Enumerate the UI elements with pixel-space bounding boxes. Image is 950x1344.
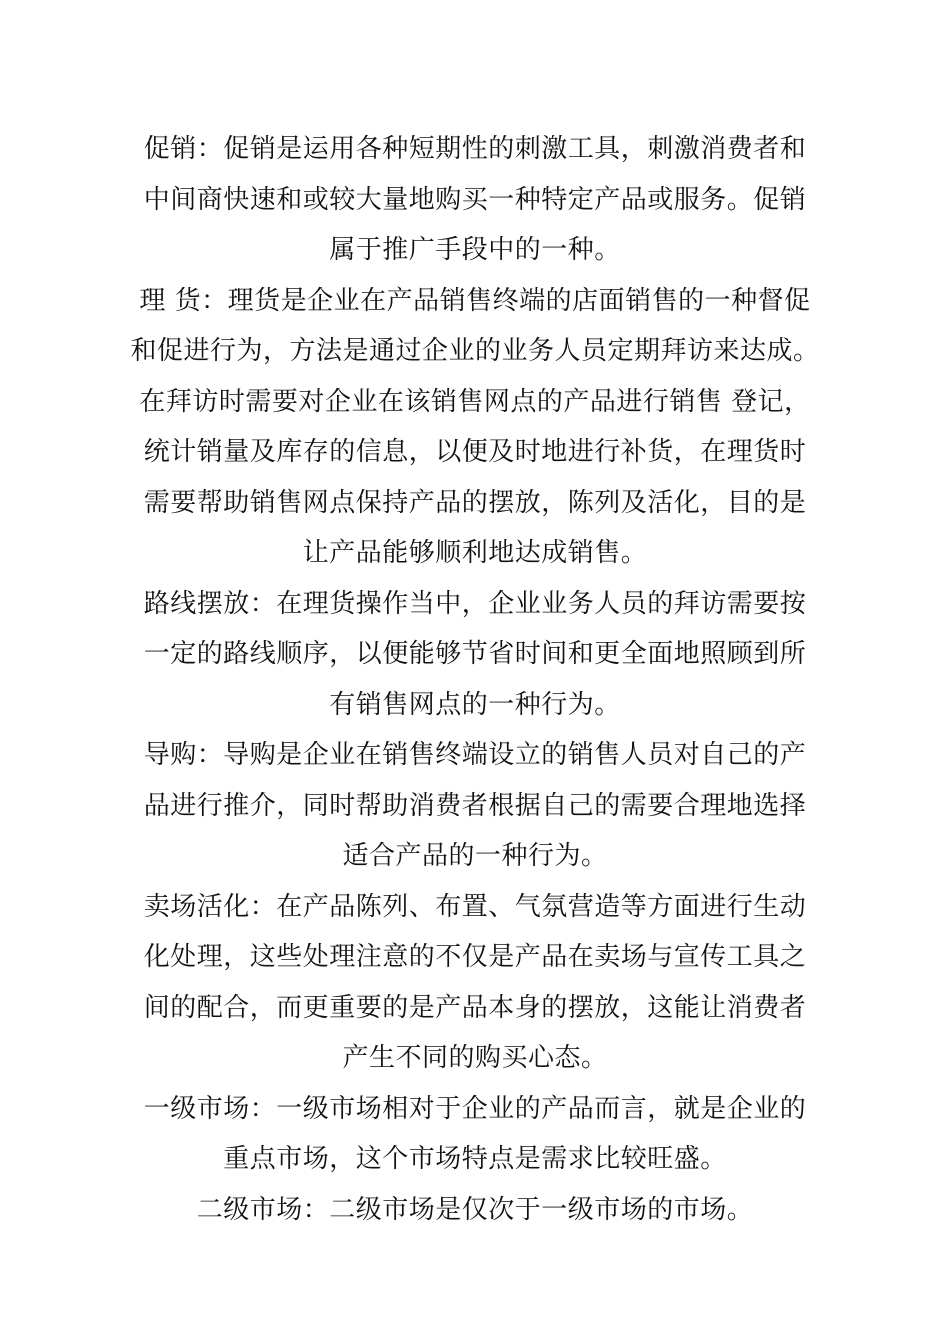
text-line: 属于推广手段中的一种。 [329,235,621,265]
text-line: 一级市场：一级市场相对于企业的产品而言，就是企业的 [143,1093,807,1124]
text-line: 产生不同的购买心态。 [342,1043,608,1073]
text-line: 卖场活化：在产品陈列、布置、气氛营造等方面进行生动 [143,891,807,922]
text-line: 二级市场：二级市场是仅次于一级市场的市场。 [196,1194,754,1225]
text-line: 理 货：理货是企业在产品销售终端的店面销售的一种督促 [139,285,811,316]
text-line: 一定的路线顺序，以便能够节省时间和更全面地照顾到所 [143,639,807,669]
text-line: 重点市场，这个市场特点是需求比较旺盛。 [223,1144,727,1174]
text-line: 导购：导购是企业在销售终端设立的销售人员对自己的产 [143,740,807,770]
text-line: 有销售网点的一种行为。 [329,689,621,720]
text-line: 统计销量及库存的信息，以便及时地进行补货，在理货时 [143,437,807,467]
text-line: 在拜访时需要对企业在该销售网点的产品进行销售 登记， [139,386,811,417]
text-line: 适合产品的一种行为。 [342,841,608,871]
text-line: 和促进行为，方法是通过企业的业务人员定期拜访来达成。 [130,336,820,366]
text-line: 路线摆放：在理货操作当中，企业业务人员的拜访需要按 [143,588,807,619]
text-line: 中间商快速和或较大量地购买一种特定产品或服务。促销 [143,184,807,215]
text-line: 化处理，这些处理注意的不仅是产品在卖场与宣传工具之 [143,942,807,972]
document-body [0,124,950,1235]
text-line: 品进行推介，同时帮助消费者根据自己的需要合理地选择 [143,790,807,821]
text-line: 促销：促销是运用各种短期性的刺激工具，刺激消费者和 [143,134,807,164]
text-line: 间的配合，而更重要的是产品本身的摆放，这能让消费者 [143,992,807,1023]
text-line: 需要帮助销售网点保持产品的摆放，陈列及活化，目的是 [143,487,807,518]
text-line: 让产品能够顺利地达成销售。 [302,538,648,568]
